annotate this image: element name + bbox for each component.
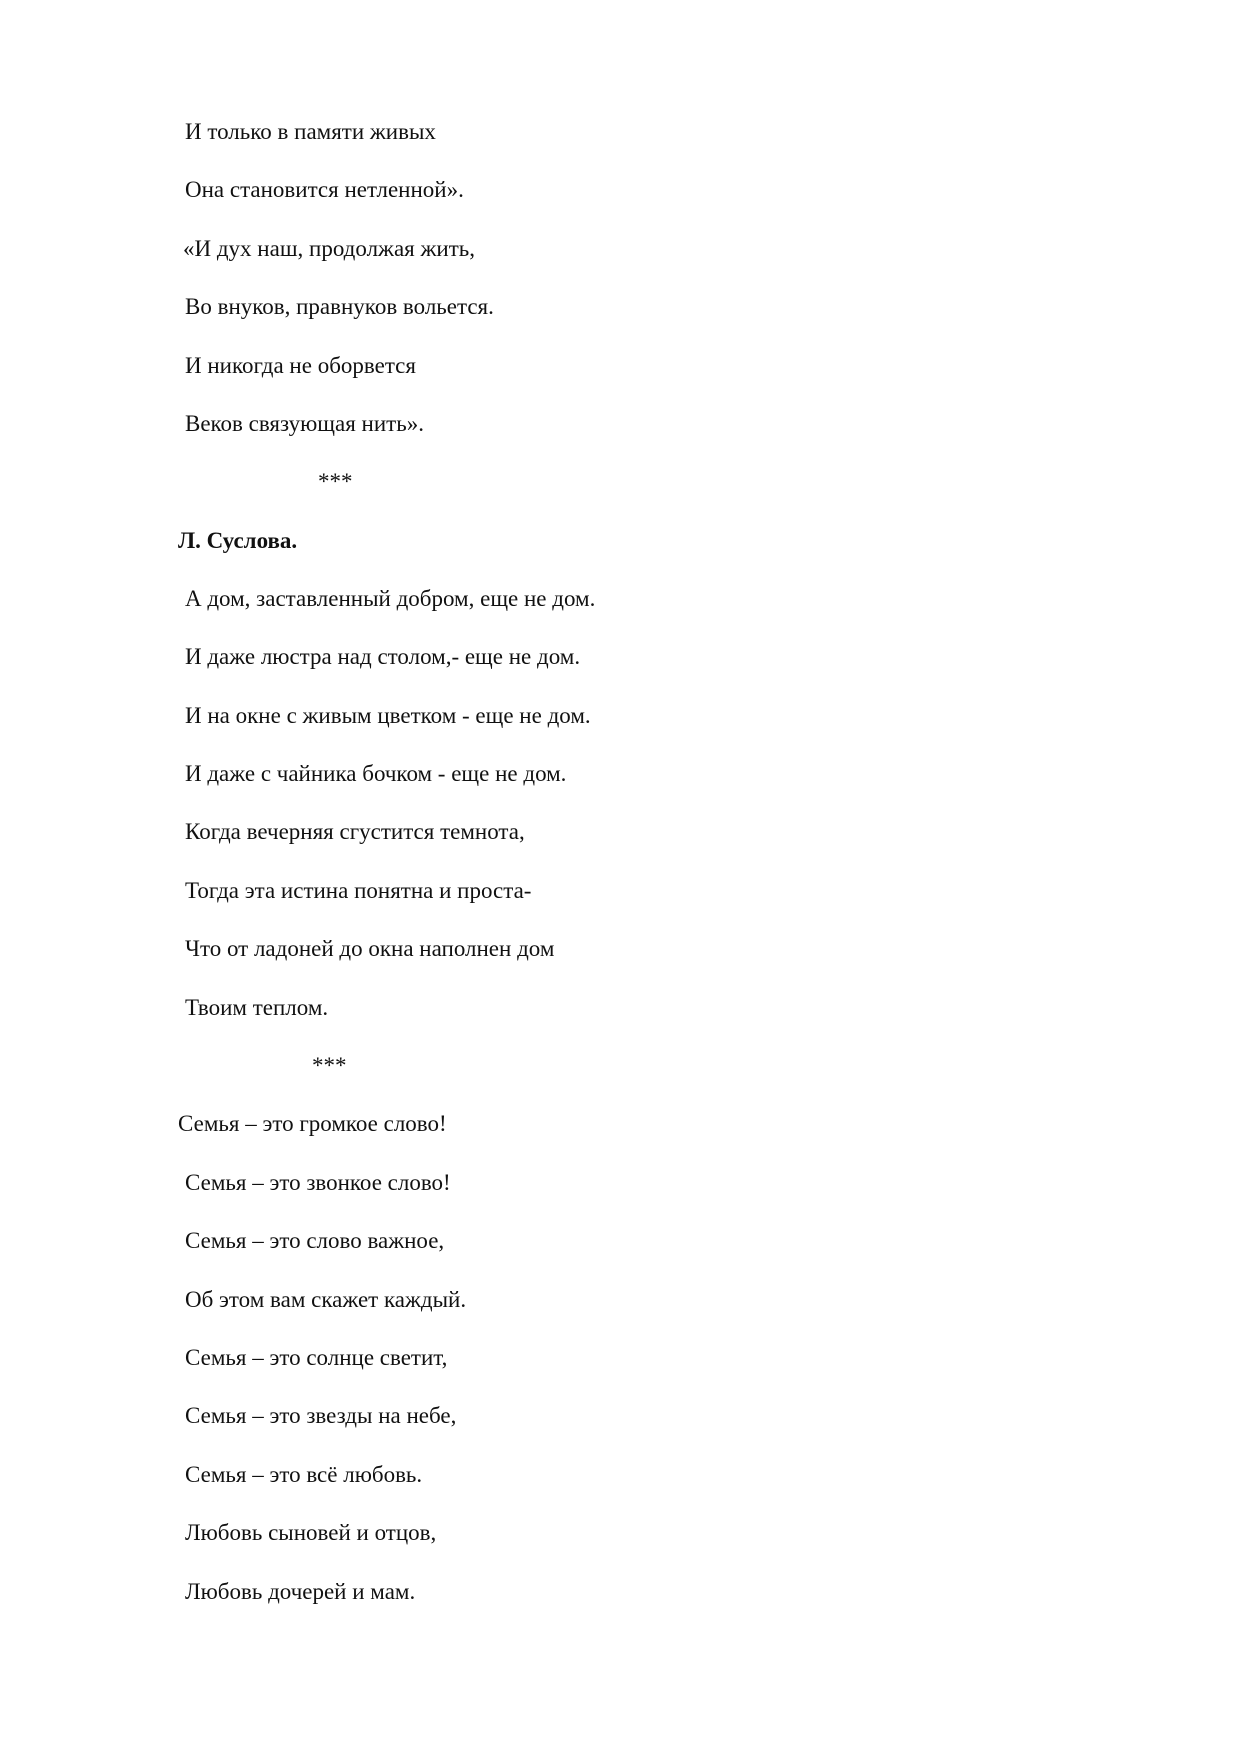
author-name: Л. Суслова. (178, 528, 298, 553)
poem-line: Любовь дочерей и мам. (185, 1579, 416, 1604)
poem-line: Семья – это всё любовь. (185, 1462, 423, 1487)
poem-line: Семья – это солнце светит, (185, 1345, 448, 1370)
poem-line: Веков связующая нить». (185, 411, 424, 436)
poem-line: Во внуков, правнуков вольется. (185, 294, 494, 319)
poem-line: Об этом вам скажет каждый. (185, 1287, 467, 1312)
poem-line: Она становится нетленной». (185, 177, 464, 202)
poem-line: И на окне с живым цветком - еще не дом. (185, 703, 591, 728)
poem-line: Когда вечерняя сгустится темнота, (185, 819, 525, 844)
poem-line: Семья – это звезды на небе, (185, 1403, 457, 1428)
separator: *** (318, 469, 353, 494)
poem-line: Семья – это громкое слово! (178, 1111, 447, 1136)
poem-line: И даже с чайника бочком - еще не дом. (185, 761, 567, 786)
poem-line: И только в памяти живых (185, 119, 436, 144)
poem-line: Что от ладоней до окна наполнен дом (185, 936, 555, 961)
poem-line: Семья – это слово важное, (185, 1228, 445, 1253)
poem-line: Твоим теплом. (185, 995, 329, 1020)
poem-line: Любовь сыновей и отцов, (185, 1520, 437, 1545)
poem-line: Тогда эта истина понятна и проста- (185, 878, 532, 903)
poem-line: «И дух наш, продолжая жить, (183, 236, 475, 261)
poem-line: И никогда не оборвется (185, 353, 416, 378)
separator: *** (312, 1053, 347, 1078)
poem-line: Семья – это звонкое слово! (185, 1170, 451, 1195)
poem-line: А дом, заставленный добром, еще не дом. (185, 586, 596, 611)
poem-line: И даже люстра над столом,- еще не дом. (185, 644, 581, 669)
